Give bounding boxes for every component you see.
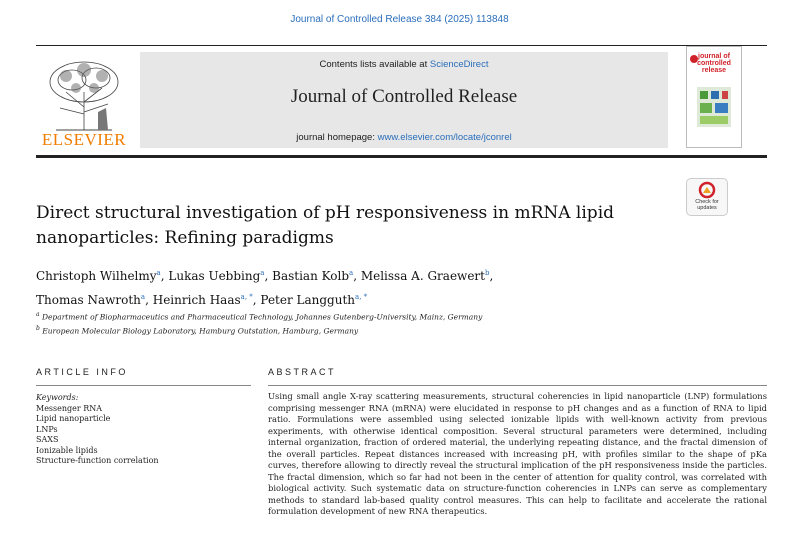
abstract-text: Using small angle X-ray scattering measurements, structural coherencies in lipid nanoparticle (LNP) formulations comprising messenger RNA (mRNA) were elucidated in response to pH changes and as a function of RNA to lipid ratio. Formulations were assembled using selected ionizable lipids with well-known activity from previous experiments, with otherwise identical composition. Several structural parameters were determined, including internal organization, fraction of ordered material, the underlying repeating distance, and the fractal dimension of the overall particles. Repeat distances increased with increasing pH, with profiles similar to the shape of pKa curves, therefore allowing to directly reveal the structural implication of the pH responsiveness inside the particles. The fractal dimension, which so far had not been in the center of attention for quality control, was correlated with biological activity. Such systematic data on structure-function coherencies in LNPs can serve as complementary methods to standard lab-based quality control measures. This can help to facilitate and accelerate the rational formulation development of new RNA therapeutics. <box>268 391 767 517</box>
check-for-updates-label: Check for updates <box>695 199 719 211</box>
keyword-item: LNPs <box>36 424 58 434</box>
author-list: Christoph Wilhelmy$^a$, Lukas Uebbing$^a$, Bastian Kolb$^a$, Melissa A. Graewert$^b$, Thomas Nawroth$^a$, Heinrich Haas$^{a, *}$, Peter Langguth$^{a, *}$ <box>36 269 494 307</box>
journal-cover-thumbnail[interactable] <box>686 46 742 148</box>
keyword-item: Structure-function correlation <box>36 456 159 465</box>
keyword-item: Lipid nanoparticle <box>36 414 111 423</box>
author-name[interactable]: Heinrich Haas <box>152 293 241 307</box>
author-name[interactable]: Melissa A. Graewert <box>360 269 485 283</box>
keywords-block <box>36 393 251 467</box>
homepage-line: journal homepage: www.elsevier.com/locate/jconrel <box>296 132 512 143</box>
sciencedirect-link[interactable]: ScienceDirect <box>429 59 489 70</box>
crossmark-icon <box>687 181 727 201</box>
author-name[interactable]: Christoph Wilhelmy <box>36 269 157 283</box>
affiliation-item: $^b$ European Molecular Biology Laboratory, Hamburg Outstation, Hamburg, Germany <box>36 324 359 335</box>
affiliations <box>36 309 636 336</box>
contents-line: Contents lists available at ScienceDirect <box>319 59 489 70</box>
affiliation-item: $^a$ Department of Biopharmaceutics and Pharmaceutical Technology, Johannes Gutenberg-University, Mainz, Germany <box>36 311 483 322</box>
keyword-item: SAXS <box>36 435 59 444</box>
publisher-name[interactable]: ELSEVIER <box>41 130 127 149</box>
author-name[interactable]: Bastian Kolb <box>272 269 349 283</box>
article-title: Direct structural investigation of pH responsiveness in mRNA lipid nanoparticles: Refining paradigms <box>36 203 615 248</box>
cover-art <box>687 47 741 147</box>
author-name[interactable]: Peter Langguth <box>260 293 356 307</box>
keywords-label: Keywords: <box>36 393 79 402</box>
author-name[interactable]: Thomas Nawroth <box>36 293 141 307</box>
abstract-rule <box>268 385 767 386</box>
journal-banner <box>140 52 668 148</box>
header-rule-top <box>36 45 767 46</box>
check-for-updates-badge[interactable] <box>686 178 728 216</box>
journal-homepage-link[interactable]: www.elsevier.com/locate/jconrel <box>377 132 512 143</box>
keyword-item: Ionizable lipids <box>36 445 98 455</box>
journal-title: Journal of Controlled Release <box>290 86 518 107</box>
article-info-heading: ARTICLE INFO <box>36 367 128 377</box>
abstract-heading: ABSTRACT <box>268 367 337 377</box>
journal-citation[interactable]: Journal of Controlled Release 384 (2025) 113848 <box>290 14 509 25</box>
author-name[interactable]: Lukas Uebbing <box>168 269 261 283</box>
header-rule-bottom <box>36 155 767 158</box>
article-info-rule <box>36 385 251 386</box>
keyword-item: Messenger RNA <box>36 403 103 413</box>
cover-title: journal of controlled release <box>697 53 731 74</box>
